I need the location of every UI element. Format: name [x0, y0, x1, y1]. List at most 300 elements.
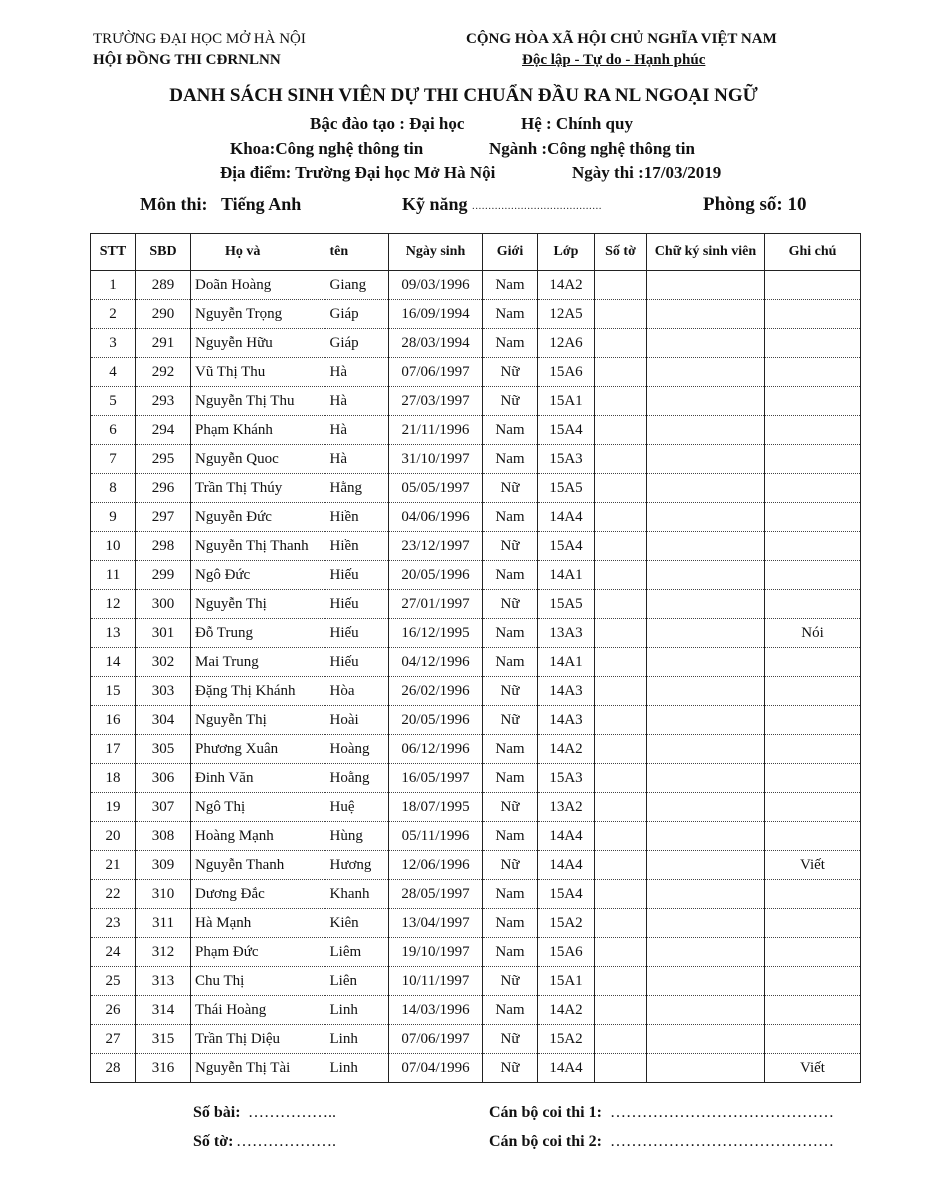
ngay-sinh-cell: 20/05/1996: [389, 561, 483, 590]
ho-va-cell: Phạm Đức: [191, 938, 325, 967]
ten-cell: Hiền: [325, 532, 389, 561]
gioi-cell: Nam: [483, 996, 538, 1025]
lop-cell: 15A6: [538, 358, 595, 387]
so-to-cell: [595, 996, 647, 1025]
stt-cell: 22: [91, 880, 136, 909]
lop-cell: 14A4: [538, 851, 595, 880]
ngay-sinh-cell: 07/04/1996: [389, 1054, 483, 1083]
ten-cell: Hoàng: [325, 735, 389, 764]
exam-date: Ngày thi :17/03/2019: [572, 163, 722, 182]
ten-cell: Hùng: [325, 822, 389, 851]
chu-ky-cell: [647, 851, 765, 880]
so-to-cell: [595, 329, 647, 358]
stt-cell: 6: [91, 416, 136, 445]
ghi-chu-cell: [765, 445, 861, 474]
ghi-chu-cell: [765, 822, 861, 851]
stt-cell: 2: [91, 300, 136, 329]
ghi-chu-cell: [765, 909, 861, 938]
ghi-chu-cell: [765, 938, 861, 967]
sbd-cell: 299: [136, 561, 191, 590]
table-row: [91, 1025, 861, 1054]
chu-ky-cell: [647, 619, 765, 648]
so-to-cell: [595, 880, 647, 909]
gioi-cell: Nam: [483, 561, 538, 590]
ngay-sinh-cell: 04/06/1996: [389, 503, 483, 532]
training-level: Bậc đào tạo : Đại học: [310, 114, 465, 133]
so-to-cell: [595, 387, 647, 416]
chu-ky-cell: [647, 329, 765, 358]
stt-cell: 4: [91, 358, 136, 387]
table-row: [91, 503, 861, 532]
table-row: [91, 735, 861, 764]
chu-ky-cell: [647, 445, 765, 474]
ngay-sinh-cell: 31/10/1997: [389, 445, 483, 474]
chu-ky-cell: [647, 503, 765, 532]
ho-va-cell: Nguyễn Hữu: [191, 329, 325, 358]
ho-va-cell: Dương Đắc: [191, 880, 325, 909]
so-to-cell: [595, 474, 647, 503]
ho-va-cell: Trần Thị Thúy: [191, 474, 325, 503]
sbd-cell: 297: [136, 503, 191, 532]
stt-cell: 15: [91, 677, 136, 706]
stt-cell: 23: [91, 909, 136, 938]
ngay-sinh-cell: 07/06/1997: [389, 1025, 483, 1054]
school-name: TRƯỜNG ĐẠI HỌC MỞ HÀ NỘI: [93, 31, 306, 47]
sbd-cell: 316: [136, 1054, 191, 1083]
table-row: [91, 561, 861, 590]
ho-va-cell: Nguyễn Thị: [191, 590, 325, 619]
ngay-sinh-cell: 13/04/1997: [389, 909, 483, 938]
ho-va-cell: Nguyễn Đức: [191, 503, 325, 532]
so-to-cell: [595, 1025, 647, 1054]
sbd-cell: 301: [136, 619, 191, 648]
sbd-cell: 315: [136, 1025, 191, 1054]
table-row: [91, 532, 861, 561]
ho-va-cell: Nguyễn Thanh: [191, 851, 325, 880]
document-title: DANH SÁCH SINH VIÊN DỰ THI CHUẨN ĐẦU RA NL NGOẠI NGỮ: [169, 85, 758, 106]
lop-cell: 15A4: [538, 416, 595, 445]
sbd-cell: 302: [136, 648, 191, 677]
ten-cell: Huệ: [325, 793, 389, 822]
ho-va-cell: Nguyễn Thị Thu: [191, 387, 325, 416]
chu-ky-cell: [647, 880, 765, 909]
ghi-chu-cell: [765, 967, 861, 996]
ngay-sinh-cell: 26/02/1996: [389, 677, 483, 706]
so-to-cell: [595, 677, 647, 706]
exam-location: Địa điểm: Trường Đại học Mở Hà Nội: [220, 163, 496, 182]
gioi-cell: Nam: [483, 619, 538, 648]
so-to-cell: [595, 619, 647, 648]
ten-cell: Linh: [325, 1054, 389, 1083]
ho-va-cell: Chu Thị: [191, 967, 325, 996]
table-row: [91, 967, 861, 996]
ngay-sinh-cell: 07/06/1997: [389, 358, 483, 387]
ngay-sinh-cell: 28/05/1997: [389, 880, 483, 909]
chu-ky-cell: [647, 677, 765, 706]
ngay-sinh-cell: 28/03/1994: [389, 329, 483, 358]
lop-cell: 15A4: [538, 880, 595, 909]
ten-cell: Hà: [325, 445, 389, 474]
ho-va-cell: Trần Thị Diệu: [191, 1025, 325, 1054]
ngay-sinh-cell: 09/03/1996: [389, 271, 483, 300]
ho-va-cell: Vũ Thị Thu: [191, 358, 325, 387]
ten-cell: Hiếu: [325, 590, 389, 619]
stt-cell: 10: [91, 532, 136, 561]
stt-cell: 14: [91, 648, 136, 677]
ten-cell: Hòa: [325, 677, 389, 706]
sheet-count-label: Số tờ:: [193, 1133, 234, 1150]
chu-ky-cell: [647, 387, 765, 416]
gioi-cell: Nữ: [483, 967, 538, 996]
gioi-cell: Nữ: [483, 1054, 538, 1083]
header-lop: Lớp: [538, 234, 595, 271]
so-to-cell: [595, 271, 647, 300]
gioi-cell: Nam: [483, 764, 538, 793]
ho-va-cell: Mai Trung: [191, 648, 325, 677]
table-row: [91, 300, 861, 329]
chu-ky-cell: [647, 706, 765, 735]
header-so-to: Số tờ: [595, 234, 647, 271]
lop-cell: 15A4: [538, 532, 595, 561]
lop-cell: 15A2: [538, 909, 595, 938]
ho-va-cell: Nguyễn Thị Thanh: [191, 532, 325, 561]
lop-cell: 12A5: [538, 300, 595, 329]
ngay-sinh-cell: 18/07/1995: [389, 793, 483, 822]
proctor-1-label: Cán bộ coi thi 1:: [489, 1104, 602, 1121]
ho-va-cell: Nguyễn Quoc: [191, 445, 325, 474]
lop-cell: 14A2: [538, 996, 595, 1025]
major: Ngành :Công nghệ thông tin: [489, 139, 695, 158]
paper-count-blank: ……………..: [248, 1104, 336, 1121]
ho-va-cell: Nguyễn Trọng: [191, 300, 325, 329]
sbd-cell: 309: [136, 851, 191, 880]
lop-cell: 13A2: [538, 793, 595, 822]
chu-ky-cell: [647, 590, 765, 619]
table-row: [91, 329, 861, 358]
ngay-sinh-cell: 16/12/1995: [389, 619, 483, 648]
ghi-chu-cell: [765, 329, 861, 358]
gioi-cell: Nữ: [483, 590, 538, 619]
gioi-cell: Nam: [483, 503, 538, 532]
lop-cell: 14A4: [538, 1054, 595, 1083]
so-to-cell: [595, 358, 647, 387]
sbd-cell: 314: [136, 996, 191, 1025]
table-row: [91, 851, 861, 880]
sbd-cell: 289: [136, 271, 191, 300]
ho-va-cell: Thái Hoàng: [191, 996, 325, 1025]
ghi-chu-cell: [765, 880, 861, 909]
ghi-chu-cell: [765, 996, 861, 1025]
ho-va-cell: Đặng Thị Khánh: [191, 677, 325, 706]
ngay-sinh-cell: 16/05/1997: [389, 764, 483, 793]
ghi-chu-cell: [765, 764, 861, 793]
stt-cell: 20: [91, 822, 136, 851]
table-row: [91, 445, 861, 474]
ngay-sinh-cell: 27/01/1997: [389, 590, 483, 619]
chu-ky-cell: [647, 822, 765, 851]
student-roster-table: [90, 233, 861, 1083]
so-to-cell: [595, 1054, 647, 1083]
gioi-cell: Nam: [483, 909, 538, 938]
chu-ky-cell: [647, 1054, 765, 1083]
gioi-cell: Nữ: [483, 677, 538, 706]
stt-cell: 26: [91, 996, 136, 1025]
ten-cell: Hà: [325, 416, 389, 445]
lop-cell: 15A1: [538, 967, 595, 996]
sbd-cell: 303: [136, 677, 191, 706]
ngay-sinh-cell: 23/12/1997: [389, 532, 483, 561]
table-row: [91, 590, 861, 619]
chu-ky-cell: [647, 909, 765, 938]
lop-cell: 15A5: [538, 474, 595, 503]
sbd-cell: 305: [136, 735, 191, 764]
sbd-cell: 300: [136, 590, 191, 619]
table-row: [91, 648, 861, 677]
republic-heading: CỘNG HÒA XÃ HỘI CHỦ NGHĨA VIỆT NAM: [466, 31, 777, 47]
lop-cell: 14A3: [538, 677, 595, 706]
chu-ky-cell: [647, 1025, 765, 1054]
ngay-sinh-cell: 21/11/1996: [389, 416, 483, 445]
faculty: Khoa:Công nghệ thông tin: [230, 139, 424, 158]
sbd-cell: 292: [136, 358, 191, 387]
ho-va-cell: Doãn Hoàng: [191, 271, 325, 300]
lop-cell: 15A5: [538, 590, 595, 619]
gioi-cell: Nam: [483, 271, 538, 300]
chu-ky-cell: [647, 532, 765, 561]
ten-cell: Hằng: [325, 474, 389, 503]
lop-cell: 13A3: [538, 619, 595, 648]
ngay-sinh-cell: 10/11/1997: [389, 967, 483, 996]
sbd-cell: 308: [136, 822, 191, 851]
ghi-chu-cell: [765, 590, 861, 619]
header-ten: tên: [325, 234, 389, 271]
stt-cell: 27: [91, 1025, 136, 1054]
stt-cell: 7: [91, 445, 136, 474]
ghi-chu-cell: [765, 735, 861, 764]
ghi-chu-cell: [765, 706, 861, 735]
gioi-cell: Nữ: [483, 474, 538, 503]
chu-ky-cell: [647, 648, 765, 677]
stt-cell: 13: [91, 619, 136, 648]
lop-cell: 15A1: [538, 387, 595, 416]
stt-cell: 3: [91, 329, 136, 358]
so-to-cell: [595, 967, 647, 996]
table-row: [91, 880, 861, 909]
chu-ky-cell: [647, 967, 765, 996]
ngay-sinh-cell: 14/03/1996: [389, 996, 483, 1025]
so-to-cell: [595, 648, 647, 677]
ten-cell: Hoằng: [325, 764, 389, 793]
table-row: [91, 793, 861, 822]
lop-cell: 14A4: [538, 503, 595, 532]
table-row: [91, 822, 861, 851]
ghi-chu-cell: [765, 677, 861, 706]
stt-cell: 16: [91, 706, 136, 735]
so-to-cell: [595, 938, 647, 967]
ho-va-cell: Đỗ Trung: [191, 619, 325, 648]
lop-cell: 14A2: [538, 271, 595, 300]
ten-cell: Hiền: [325, 503, 389, 532]
stt-cell: 24: [91, 938, 136, 967]
national-motto: Độc lập - Tự do - Hạnh phúc: [522, 52, 706, 68]
ho-va-cell: Nguyễn Thị: [191, 706, 325, 735]
skill-blank: ........................................: [472, 200, 602, 212]
stt-cell: 19: [91, 793, 136, 822]
chu-ky-cell: [647, 271, 765, 300]
header-gioi: Giới: [483, 234, 538, 271]
gioi-cell: Nam: [483, 329, 538, 358]
gioi-cell: Nam: [483, 416, 538, 445]
header-stt: STT: [91, 234, 136, 271]
ngay-sinh-cell: 20/05/1996: [389, 706, 483, 735]
header-sbd: SBD: [136, 234, 191, 271]
roster-body: [91, 271, 861, 1083]
ngay-sinh-cell: 06/12/1996: [389, 735, 483, 764]
ghi-chu-cell: [765, 271, 861, 300]
gioi-cell: Nữ: [483, 358, 538, 387]
ten-cell: Hiếu: [325, 561, 389, 590]
sbd-cell: 313: [136, 967, 191, 996]
so-to-cell: [595, 793, 647, 822]
so-to-cell: [595, 532, 647, 561]
ngay-sinh-cell: 27/03/1997: [389, 387, 483, 416]
stt-cell: 18: [91, 764, 136, 793]
ho-va-cell: Ngô Đức: [191, 561, 325, 590]
chu-ky-cell: [647, 561, 765, 590]
stt-cell: 11: [91, 561, 136, 590]
lop-cell: 14A2: [538, 735, 595, 764]
stt-cell: 21: [91, 851, 136, 880]
ngay-sinh-cell: 12/06/1996: [389, 851, 483, 880]
so-to-cell: [595, 590, 647, 619]
gioi-cell: Nam: [483, 648, 538, 677]
sbd-cell: 307: [136, 793, 191, 822]
gioi-cell: Nam: [483, 445, 538, 474]
gioi-cell: Nam: [483, 822, 538, 851]
ngay-sinh-cell: 16/09/1994: [389, 300, 483, 329]
ngay-sinh-cell: 05/11/1996: [389, 822, 483, 851]
ten-cell: Liêm: [325, 938, 389, 967]
so-to-cell: [595, 503, 647, 532]
subject-value: Tiếng Anh: [221, 194, 302, 214]
ho-va-cell: Ngô Thị: [191, 793, 325, 822]
lop-cell: 15A3: [538, 764, 595, 793]
table-row: [91, 677, 861, 706]
sbd-cell: 298: [136, 532, 191, 561]
ghi-chu-cell: [765, 532, 861, 561]
so-to-cell: [595, 706, 647, 735]
sbd-cell: 310: [136, 880, 191, 909]
ten-cell: Kiên: [325, 909, 389, 938]
ghi-chu-cell: [765, 561, 861, 590]
ten-cell: Giang: [325, 271, 389, 300]
header-ghi-chu: Ghi chú: [765, 234, 861, 271]
ghi-chu-cell: [765, 648, 861, 677]
ghi-chu-cell: [765, 387, 861, 416]
sbd-cell: 306: [136, 764, 191, 793]
subject-label: Môn thi:: [140, 194, 208, 214]
ten-cell: Hà: [325, 358, 389, 387]
table-row: [91, 996, 861, 1025]
proctor-2-label: Cán bộ coi thi 2:: [489, 1133, 602, 1150]
gioi-cell: Nữ: [483, 1025, 538, 1054]
training-system: Hệ : Chính quy: [521, 114, 633, 133]
ghi-chu-cell: Viết: [765, 1054, 861, 1083]
chu-ky-cell: [647, 793, 765, 822]
so-to-cell: [595, 822, 647, 851]
sbd-cell: 290: [136, 300, 191, 329]
ten-cell: Giáp: [325, 329, 389, 358]
so-to-cell: [595, 561, 647, 590]
header-ho-va: Họ và: [191, 234, 325, 271]
sbd-cell: 291: [136, 329, 191, 358]
proctor-2-blank: ……………………………………: [610, 1133, 834, 1150]
ten-cell: Linh: [325, 996, 389, 1025]
ngay-sinh-cell: 05/05/1997: [389, 474, 483, 503]
stt-cell: 12: [91, 590, 136, 619]
ngay-sinh-cell: 19/10/1997: [389, 938, 483, 967]
sheet-count-blank: ……………….: [236, 1133, 336, 1150]
ten-cell: Hương: [325, 851, 389, 880]
sbd-cell: 311: [136, 909, 191, 938]
gioi-cell: Nam: [483, 300, 538, 329]
gioi-cell: Nữ: [483, 532, 538, 561]
table-row: [91, 909, 861, 938]
ngay-sinh-cell: 04/12/1996: [389, 648, 483, 677]
ten-cell: Hoài: [325, 706, 389, 735]
stt-cell: 8: [91, 474, 136, 503]
table-row: [91, 271, 861, 300]
chu-ky-cell: [647, 358, 765, 387]
gioi-cell: Nam: [483, 938, 538, 967]
ho-va-cell: Phương Xuân: [191, 735, 325, 764]
ghi-chu-cell: Nói: [765, 619, 861, 648]
table-row: [91, 1054, 861, 1083]
lop-cell: 15A3: [538, 445, 595, 474]
lop-cell: 15A6: [538, 938, 595, 967]
so-to-cell: [595, 445, 647, 474]
chu-ky-cell: [647, 416, 765, 445]
stt-cell: 17: [91, 735, 136, 764]
ghi-chu-cell: [765, 416, 861, 445]
table-row: [91, 938, 861, 967]
ghi-chu-cell: [765, 474, 861, 503]
sbd-cell: 294: [136, 416, 191, 445]
lop-cell: 14A1: [538, 561, 595, 590]
sbd-cell: 296: [136, 474, 191, 503]
ten-cell: Linh: [325, 1025, 389, 1054]
ho-va-cell: Nguyễn Thị Tài: [191, 1054, 325, 1083]
lop-cell: 14A3: [538, 706, 595, 735]
ten-cell: Hiếu: [325, 648, 389, 677]
so-to-cell: [595, 909, 647, 938]
so-to-cell: [595, 416, 647, 445]
ten-cell: Khanh: [325, 880, 389, 909]
table-row: [91, 474, 861, 503]
lop-cell: 14A4: [538, 822, 595, 851]
table-row: [91, 764, 861, 793]
ghi-chu-cell: [765, 358, 861, 387]
ho-va-cell: Hà Mạnh: [191, 909, 325, 938]
stt-cell: 25: [91, 967, 136, 996]
room-number: Phòng số: 10: [703, 194, 807, 215]
gioi-cell: Nữ: [483, 706, 538, 735]
exam-council: HỘI ĐỒNG THI CĐRNLNN: [93, 52, 281, 68]
so-to-cell: [595, 851, 647, 880]
so-to-cell: [595, 300, 647, 329]
so-to-cell: [595, 764, 647, 793]
ten-cell: Hà: [325, 387, 389, 416]
